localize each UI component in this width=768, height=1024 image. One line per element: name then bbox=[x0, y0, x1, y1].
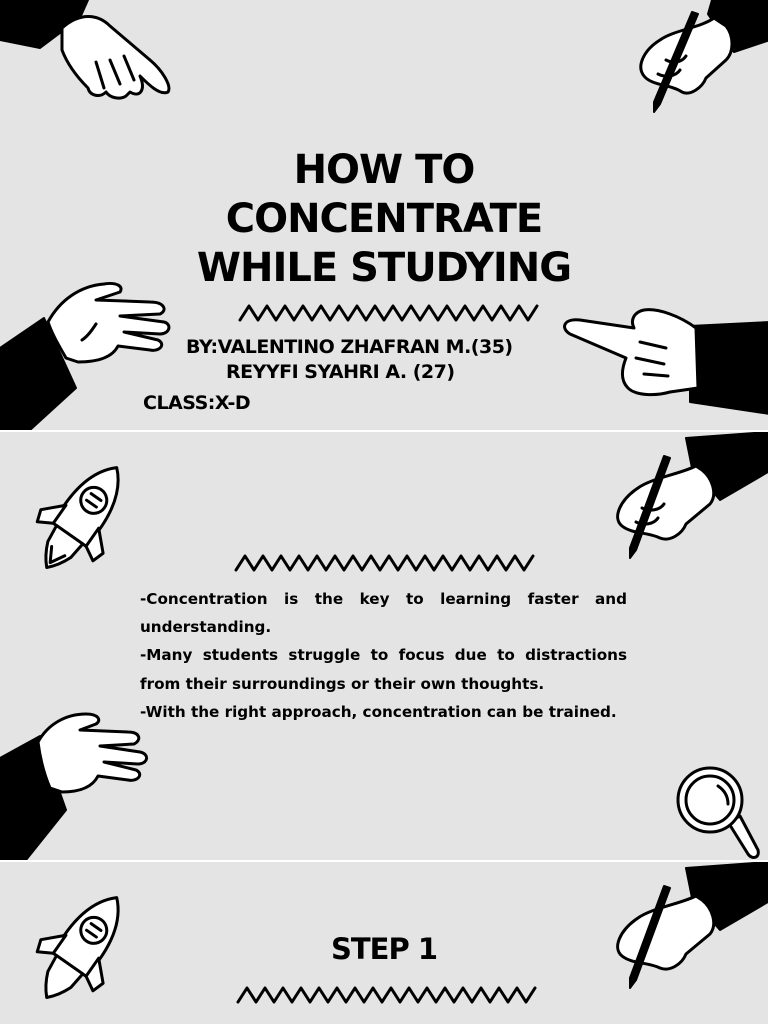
class-line: CLASS:X-D bbox=[143, 392, 251, 414]
title-line: HOW TO bbox=[293, 147, 475, 193]
introduction-body bbox=[140, 585, 627, 726]
pointing-hand-icon bbox=[0, 0, 180, 110]
slide-title-heading bbox=[0, 146, 768, 293]
slide-step-1 bbox=[0, 862, 768, 1024]
author-line: REYYFI SYAHRI A. (27) bbox=[226, 361, 455, 383]
hand-writing-pen-icon bbox=[608, 432, 768, 562]
intro-paragraph: -Concentration is the key to learning faster and understanding. bbox=[140, 590, 627, 637]
author-line: BY:VALENTINO ZHAFRAN M.(35) bbox=[186, 336, 513, 358]
rocket-icon bbox=[20, 460, 135, 590]
title-line: WHILE STUDYING bbox=[196, 245, 572, 291]
zigzag-divider-icon bbox=[240, 300, 540, 324]
pointing-hand-icon bbox=[560, 302, 768, 417]
step-heading: STEP 1 bbox=[330, 932, 437, 966]
hand-writing-pen-icon bbox=[608, 862, 768, 992]
hand-writing-pen-icon bbox=[630, 0, 768, 115]
open-hand-icon bbox=[0, 712, 155, 860]
title-line: CONCENTRATE bbox=[225, 196, 543, 242]
magnifying-glass-icon bbox=[670, 762, 768, 860]
intro-paragraph: -With the right approach, concentration can be trained. bbox=[140, 702, 617, 721]
zigzag-divider-icon bbox=[238, 982, 538, 1006]
intro-paragraph: -Many students struggle to focus due to distractions from their surroundings or their own thoughts. bbox=[140, 646, 627, 693]
zigzag-divider-icon bbox=[236, 550, 536, 574]
slide-title bbox=[0, 0, 768, 430]
